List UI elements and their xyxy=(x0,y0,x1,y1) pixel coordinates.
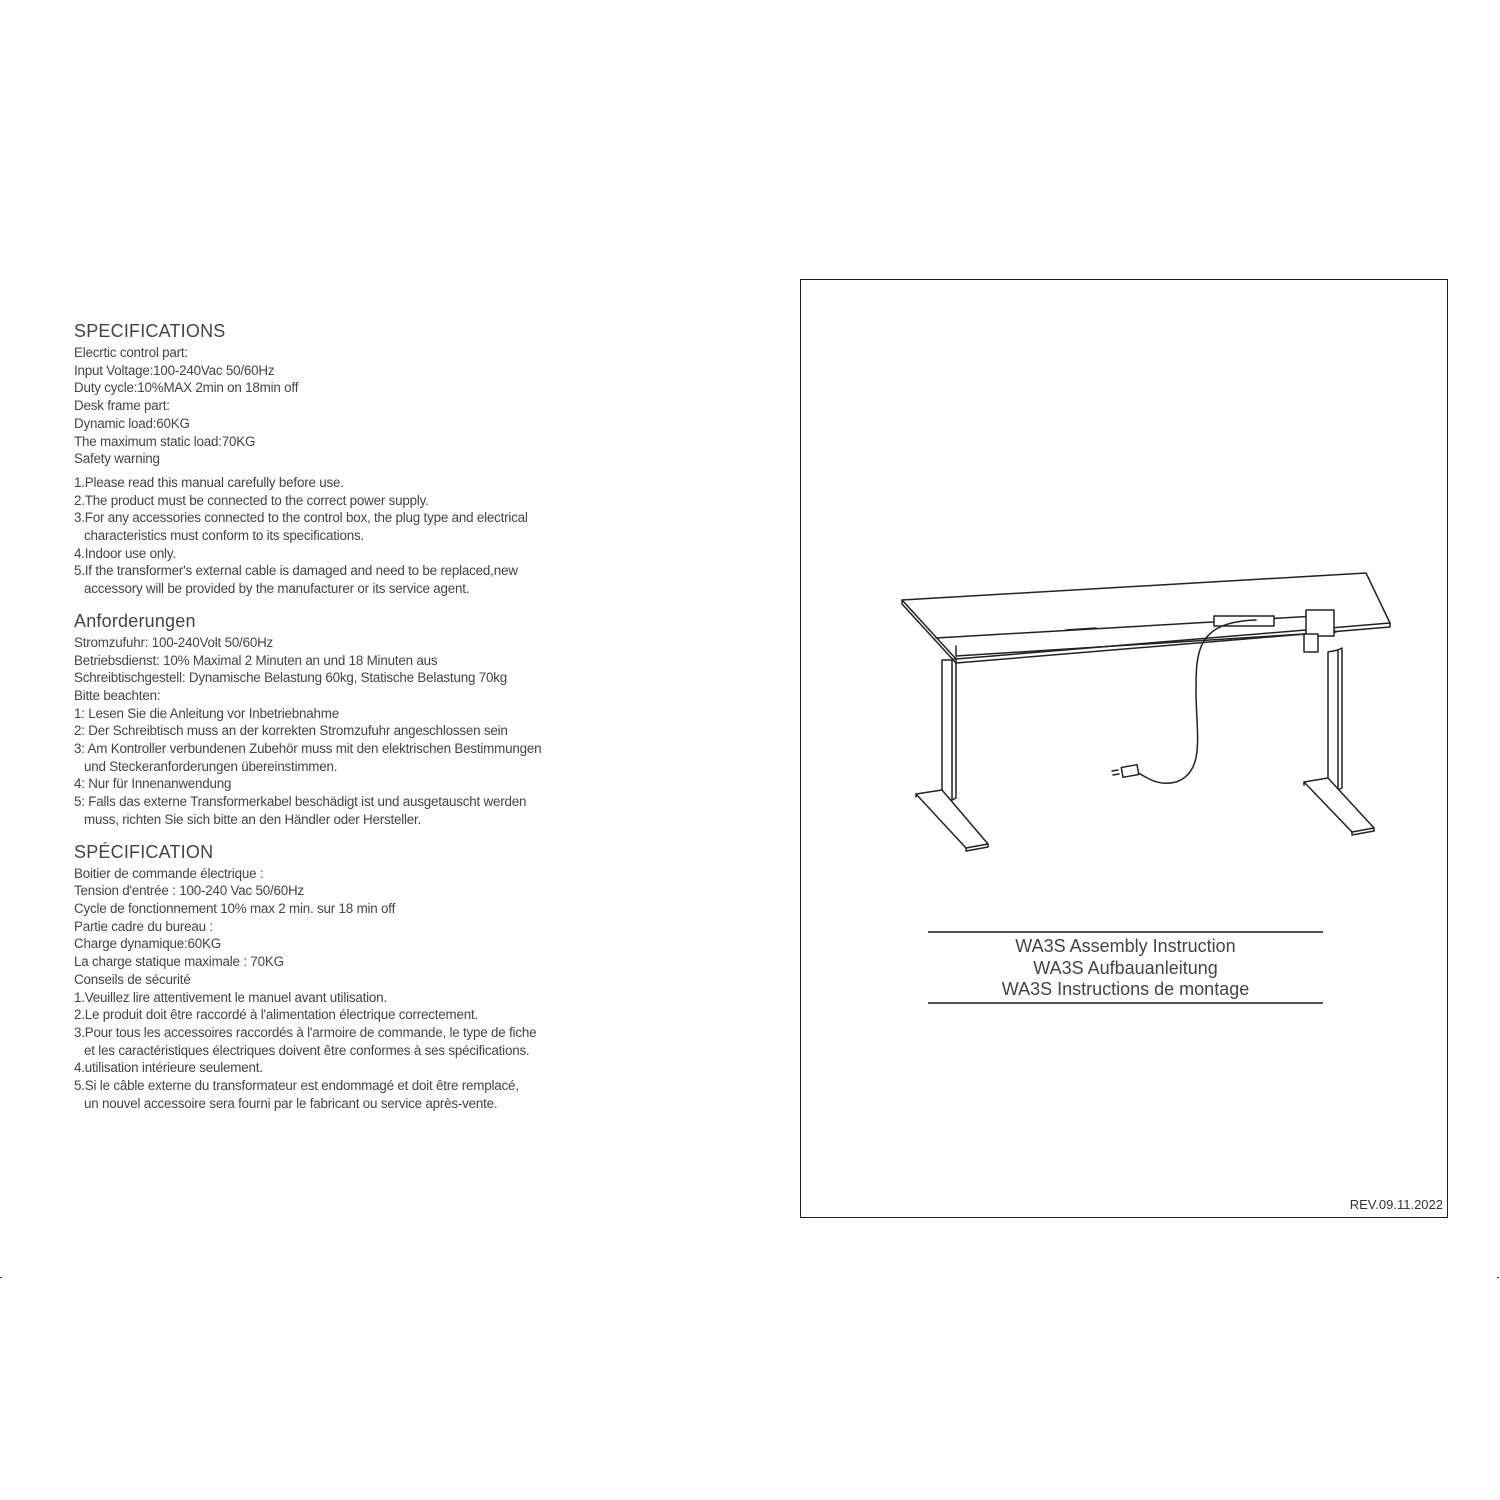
assembly-titles xyxy=(928,931,1323,1004)
anforderungen-line: 5: Falls das externe Transformerkabel beschädigt ist und ausgetauscht werden xyxy=(74,794,527,810)
warning-line: 4.Indoor use only. xyxy=(74,545,176,561)
specification-fr-line: 2.Le produit doit être raccordé à l'alimentation électrique correctement. xyxy=(74,1007,479,1023)
warning-line: characteristics must conform to its specifications. xyxy=(84,528,365,544)
specification-fr-line: un nouvel accessoire sera fourni par le fabricant ou service après-vente. xyxy=(84,1095,498,1111)
specification-fr-title: SPÉCIFICATION xyxy=(74,841,214,862)
title-french: WA3S Instructions de montage xyxy=(1001,979,1250,999)
specification-fr-line: Boitier de commande électrique : xyxy=(74,865,264,881)
fold-mark-right xyxy=(1497,1277,1499,1278)
specifications-title: SPECIFICATIONS xyxy=(74,321,226,341)
anforderungen-line: 2: Der Schreibtisch muss an der korrekten Stromzufuhr angeschlossen sein xyxy=(74,723,508,739)
specification-fr-line: Conseils de sécurité xyxy=(74,971,191,987)
specification-fr-line: 5.Si le câble externe du transformateur est endommagé et doit être remplacé, xyxy=(74,1078,519,1094)
specifications-section xyxy=(74,321,754,598)
specification-fr-line: et les caractéristiques électriques doivent être conformes à ses spécifications. xyxy=(84,1042,530,1058)
specification-fr-line: La charge statique maximale : 70KG xyxy=(74,954,284,970)
specification-fr-line: Partie cadre du bureau : xyxy=(74,918,213,934)
specification-fr-line: Charge dynamique:60KG xyxy=(74,936,221,952)
revision-label: REV.09.11.2022 xyxy=(1349,1197,1443,1212)
title-english: WA3S Assembly Instruction xyxy=(1015,936,1236,956)
spec-line: Dynamic load:60KG xyxy=(74,415,190,431)
anforderungen-line: Schreibtischgestell: Dynamische Belastung 60kg, Statische Belastung 70kg xyxy=(74,670,507,686)
warning-line: 2.The product must be connected to the correct power supply. xyxy=(74,492,429,508)
warning-line: accessory will be provided by the manufacturer or its service agent. xyxy=(84,581,470,597)
specification-fr-line: 4.utilisation intérieure seulement. xyxy=(74,1060,263,1076)
specification-fr-section xyxy=(74,842,754,1113)
anforderungen-title: Anforderungen xyxy=(74,610,196,631)
spec-line: The maximum static load:70KG xyxy=(74,433,256,449)
anforderungen-line: muss, richten Sie sich bitte an den Händler oder Hersteller. xyxy=(84,811,422,827)
spec-line: Duty cycle:10%MAX 2min on 18min off xyxy=(74,380,299,396)
anforderungen-line: und Steckeranforderungen übereinstimmen. xyxy=(84,758,338,774)
fold-mark-left xyxy=(0,1277,2,1278)
anforderungen-line: 1: Lesen Sie die Anleitung vor Inbetriebnahme xyxy=(74,705,339,721)
spec-line: Safety warning xyxy=(74,451,160,467)
anforderungen-line: 4: Nur für Innenanwendung xyxy=(74,776,232,792)
anforderungen-line: Stromzufuhr: 100-240Volt 50/60Hz xyxy=(74,634,274,650)
title-german: WA3S Aufbauanleitung xyxy=(1033,957,1218,978)
standing-desk-illustration-icon xyxy=(896,572,1396,872)
specification-fr-line: 1.Veuillez lire attentivement le manuel avant utilisation. xyxy=(74,989,387,1005)
spec-line: Input Voltage:100-240Vac 50/60Hz xyxy=(74,362,275,378)
anforderungen-line: 3: Am Kontroller verbundenen Zubehör muss mit den elektrischen Bestimmungen xyxy=(74,741,542,757)
specification-fr-line: Cycle de fonctionnement 10% max 2 min. sur 18 min off xyxy=(74,900,396,916)
specification-fr-line: 3.Pour tous les accessoires raccordés à l'armoire de commande, le type de fiche xyxy=(74,1024,537,1040)
warning-line: 3.For any accessories connected to the control box, the plug type and electrical xyxy=(74,510,528,526)
cover-panel xyxy=(800,279,1448,1218)
specification-fr-line: Tension d'entrée : 100-240 Vac 50/60Hz xyxy=(74,883,304,899)
warning-line: 1.Please read this manual carefully before use. xyxy=(74,474,344,490)
specifications-column xyxy=(74,321,754,1112)
anforderungen-line: Betriebsdienst: 10% Maximal 2 Minuten an und 18 Minuten aus xyxy=(74,652,438,668)
spec-line: Elecrtic control part: xyxy=(74,345,188,360)
anforderungen-line: Bitte beachten: xyxy=(74,687,161,703)
warning-line: 5.If the transformer's external cable is damaged and need to be replaced,new xyxy=(74,563,518,579)
spec-line: Desk frame part: xyxy=(74,398,170,414)
anforderungen-section xyxy=(74,611,754,829)
